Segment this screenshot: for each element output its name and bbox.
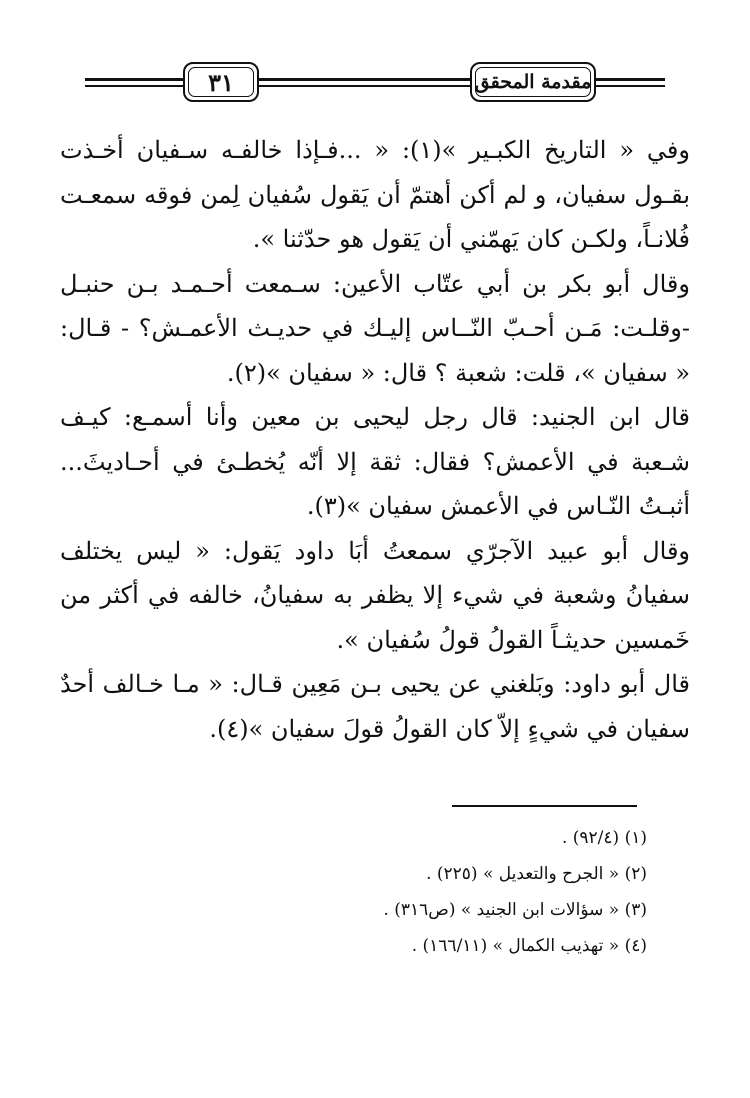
header-rule-right-bottom: [596, 85, 665, 87]
footnote-separator: [452, 805, 637, 807]
section-title: مقدمة المحقق: [470, 62, 596, 102]
paragraph-2: وقال أبو بكر بن أبي عتّاب الأعين: سـمعت أحـمـد بـن حنبـل -وقلـت: مَـن أحـبّ النّــاس إليـك في حديـث الأعمـش؟ - قـال: « سفيان »، قلت: شعبة ؟ قال: « سفيان »(٢).: [60, 269, 690, 387]
paragraph-4: وقال أبو عبيد الآجرّي سمعتُ أبَا داود يَقول: « ليس يختلف سفيانُ وشعبة في شيء إلا يظفر به سفيانُ، خالفه في أكثر من خَمسين حديثـاً القولُ قولُ سُفيان ».: [60, 536, 691, 654]
footnote-4: (٤) « تهذيب الكمال » (١٦٦/١١) .: [411, 936, 647, 956]
page-header: [85, 60, 665, 108]
paragraph-3: قال ابن الجنيد: قال رجل ليحيى بن معين وأنا أسمـع: كيـف شـعبة في الأعمش؟ فقال: ثقة إلا أنّه يُخطـئ في أحـاديثَ... أثبـتُ النّـاس في الأعمش سفيان »(٣).: [60, 403, 690, 520]
header-rule-middle-bottom: [259, 85, 470, 87]
footnote-3: (٣) « سؤالات ابن الجنيد » (ص٣١٦) .: [383, 900, 647, 920]
paragraph-5: قال أبو داود: وبَلغني عن يحيى بـن مَعِين قـال: « مـا خـالف أحدٌ سفيان في شيءٍ إلاّ كان القولُ قولَ سفيان »(٤).: [60, 670, 690, 743]
main-text: [60, 128, 690, 751]
page-number: ٣١: [183, 62, 259, 102]
header-rule-left-bottom: [85, 85, 183, 87]
footnotes: [90, 820, 647, 964]
paragraph-1: وفي « التاريخ الكبـير »(١): « ...فـإذا خالفـه سـفيان أخـذت بقـول سفيان، و لم أكن أهتمّ أن يَقول سُفيان لِمن فوقه سمعـت فُلانـاً، ولكـن كان يَهمّني أن يَقول هو حدّثنا ».: [60, 136, 690, 253]
header-rule-middle-top: [259, 78, 470, 81]
footnote-2: (٢) « الجرح والتعديل » (٢٢٥) .: [426, 864, 647, 884]
footnote-1: (١) (٩٢/٤) .: [561, 828, 647, 848]
header-rule-right-top: [596, 78, 665, 81]
header-rule-left-top: [85, 78, 183, 81]
